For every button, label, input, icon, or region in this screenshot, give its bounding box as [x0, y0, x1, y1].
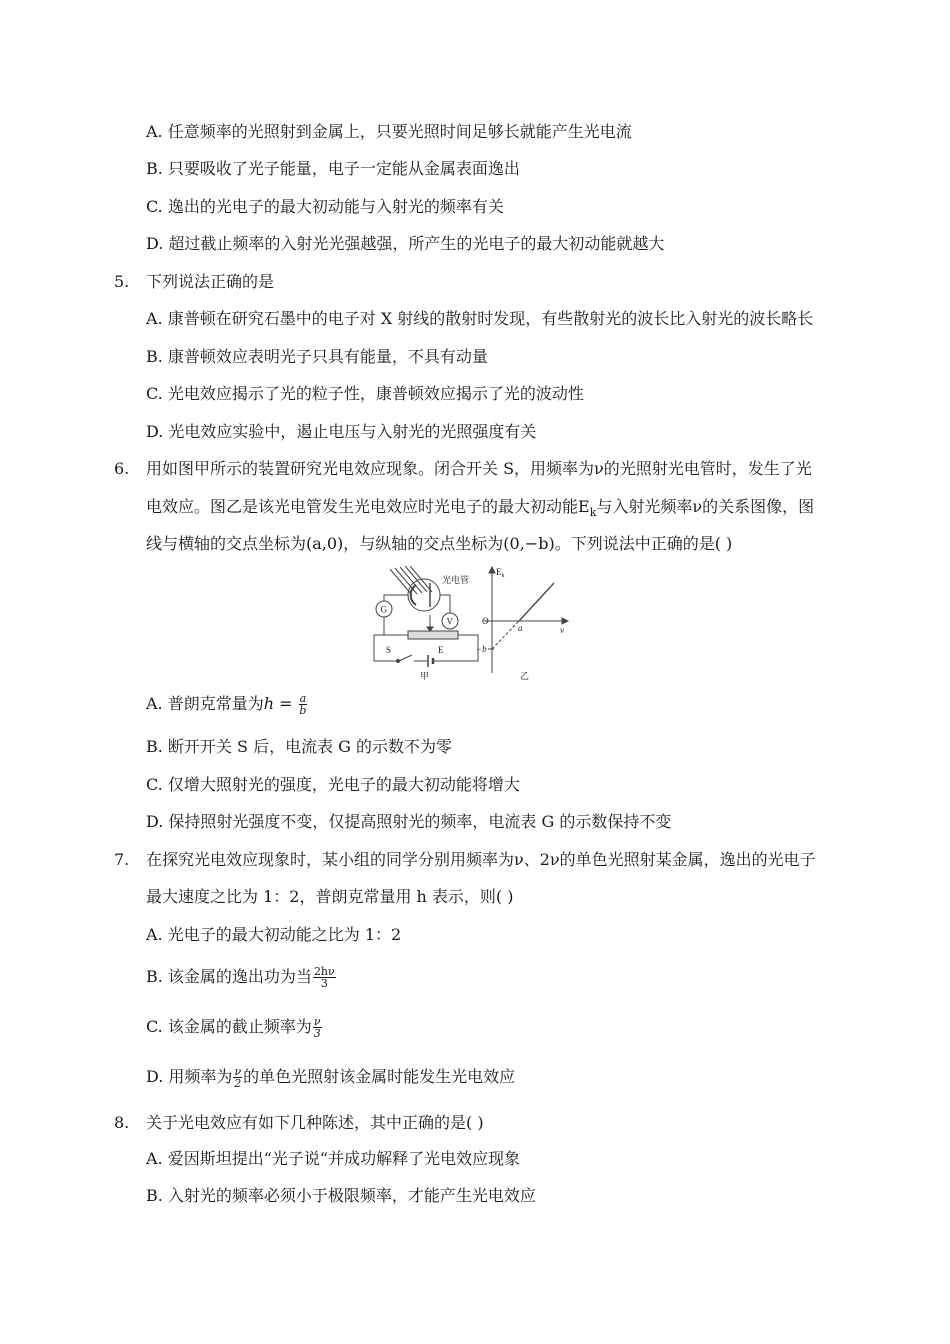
- figure-yi-label: 乙: [520, 671, 530, 681]
- q5-option-a: A. 康普顿在研究石墨中的电子对 X 射线的散射时发现，有些散射光的波长比入射光的波长略长: [146, 309, 814, 328]
- q7-option-b: B. 该金属的逸出功为当 $\frac{2h\nu}{3}$: [146, 965, 335, 990]
- intercept-b-label: −b: [476, 644, 487, 654]
- q7-stem-line-1: 在探究光电效应现象时，某小组的同学分别用频率为ν、2ν的单色光照射某金属，逸出的光电子: [146, 850, 816, 869]
- q5-option-d: D. 光电效应实验中，遏止电压与入射光的光照强度有关: [146, 422, 537, 441]
- q7-stem-line-2: 最大速度之比为 1：2，普朗克常量用 h 表示，则( ): [146, 887, 514, 906]
- q7-option-c: C. 该金属的截止频率为 $\frac{\nu}{3}$: [146, 1015, 321, 1040]
- q6-stem-line-2: 电效应。图乙是该光电管发生光电效应时光电子的最大初动能$E_k$与入射光频率ν的关系图像，图: [146, 497, 815, 520]
- q4-option-d: D. 超过截止频率的入射光光强越强，所产生的光电子的最大初动能就越大: [146, 234, 665, 253]
- battery-label: E: [438, 645, 444, 655]
- q6-option-b: B. 断开开关 S 后，电流表 G 的示数不为零: [146, 737, 453, 756]
- q7-number: 7.: [114, 850, 130, 869]
- q4-option-b: B. 只要吸收了光子能量，电子一定能从金属表面逸出: [146, 159, 520, 178]
- intercept-a-label: a: [518, 623, 523, 633]
- q7-option-a: A. 光电子的最大初动能之比为 1：2: [146, 925, 402, 944]
- q5-option-c: C. 光电效应揭示了光的粒子性，康普顿效应揭示了光的波动性: [146, 384, 584, 403]
- y-axis-label: $E_k$: [496, 567, 505, 579]
- q4-option-c: C. 逸出的光电子的最大初动能与入射光的频率有关: [146, 197, 504, 216]
- x-axis-label: ν: [560, 625, 564, 635]
- galvanometer-label: G: [380, 604, 387, 615]
- q4-option-a: A. 任意频率的光照射到金属上，只要光照时间足够长就能产生光电流: [146, 122, 632, 141]
- photoelectric-apparatus-diagram: [368, 565, 578, 681]
- q8-option-a: A. 爱因斯坦提出“光子说“并成功解释了光电效应现象: [146, 1149, 521, 1168]
- q6-option-c: C. 仅增大照射光的强度，光电子的最大初动能将增大: [146, 775, 520, 794]
- figure-jia-label: 甲: [420, 671, 430, 681]
- q8-stem: 关于光电效应有如下几种陈述，其中正确的是( ): [146, 1113, 484, 1132]
- q8-option-b: B. 入射光的频率必须小于极限频率，才能产生光电效应: [146, 1186, 536, 1205]
- switch-label: S: [386, 645, 392, 655]
- voltmeter-label: V: [446, 616, 453, 627]
- q5-stem: 下列说法正确的是: [146, 272, 275, 291]
- q7-option-d: D. 用频率为 $\frac{\nu}{2}$ 的单色光照射该金属时能发生光电效应: [146, 1065, 516, 1090]
- q6-figure: [368, 565, 578, 681]
- q6-option-a: A. 普朗克常量为h = $\frac{a}{b}$: [146, 692, 307, 717]
- origin-label: O: [482, 616, 489, 626]
- q6-number: 6.: [114, 459, 130, 478]
- q8-number: 8.: [114, 1113, 130, 1132]
- q6-stem-line-3: 线与横轴的交点坐标为(a,0)，与纵轴的交点坐标为(0,−b)。下列说法中正确的是( ): [146, 534, 733, 553]
- q6-option-d: D. 保持照射光强度不变，仅提高照射光的频率，电流表 G 的示数保持不变: [146, 812, 672, 831]
- q5-option-b: B. 康普顿效应表明光子只具有能量，不具有动量: [146, 347, 488, 366]
- q5-number: 5.: [114, 272, 130, 291]
- q6-stem-line-1: 用如图甲所示的装置研究光电效应现象。闭合开关 S，用频率为ν的光照射光电管时，发生了光: [146, 459, 812, 478]
- tube-label: 光电管: [442, 575, 470, 585]
